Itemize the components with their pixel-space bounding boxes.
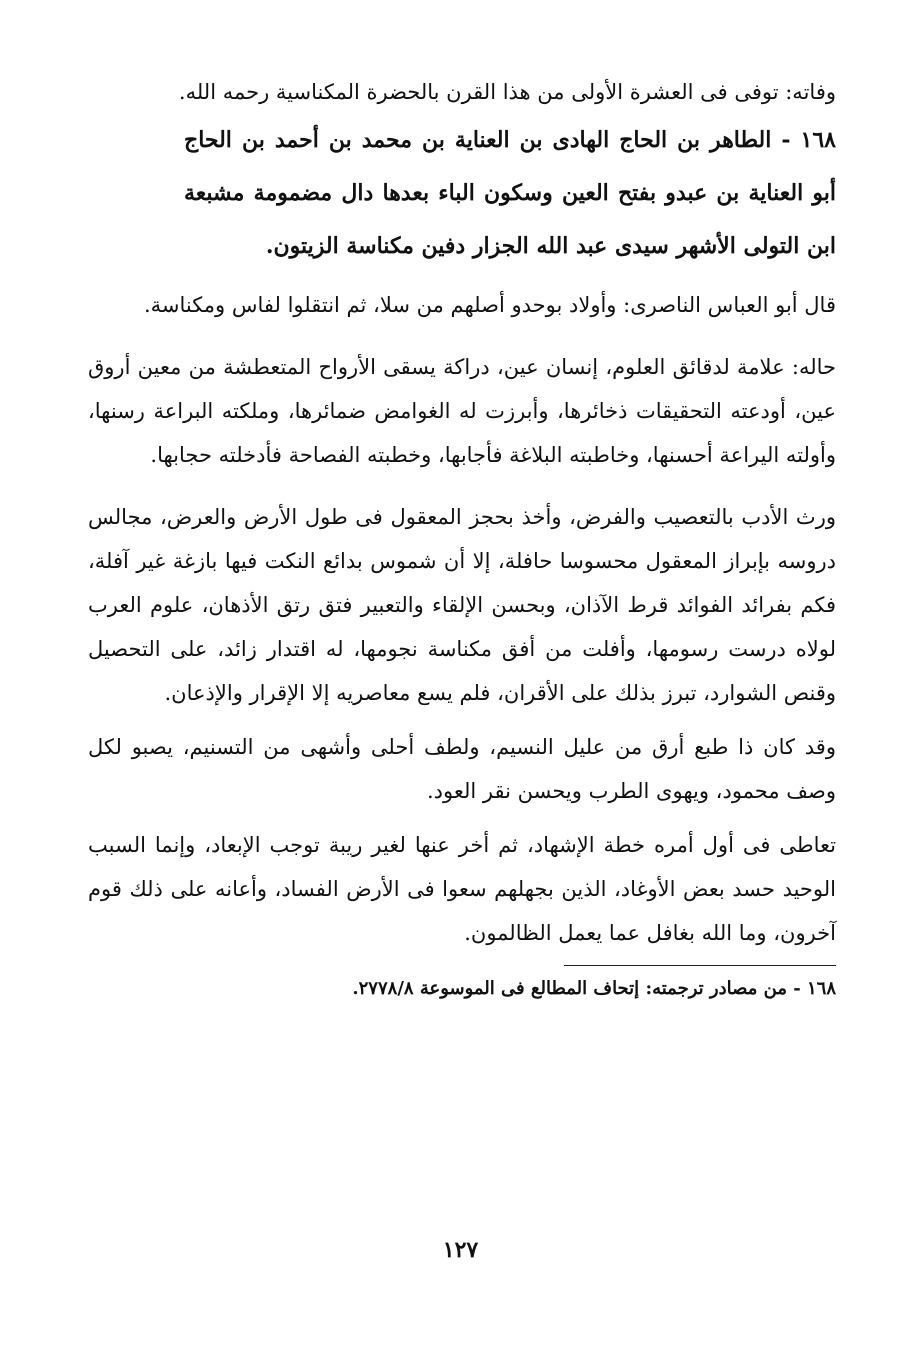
status-paragraph: حاله: علامة لدقائق العلوم، إنسان عين، دراكة يسقى الأرواح المتعطشة من معين أروق عين، أودعته التحقيقات ذخائرها، وأبرزت له الغوامض ضمائرها، وملكته البراعة رسنها، وأولته اليراعة أحسنها، وخاطبته البلاغة فأجابها، وخطبته الفصاحة فأدخلته حجابها. [88,355,836,467]
entry-heading: ١٦٨ - الطاهر بن الحاج الهادى بن العناية بن محمد بن أحمد بن الحاج أبو العناية بن عبدو بفتح العين وسكون الباء بعدها دال مضمومة مشبعة ابن التولى الأشهر سيدى عبد الله الجزار دفين مكناسة الزيتون. [184,127,836,259]
inheritance-paragraph: ورث الأدب بالتعصيب والفرض، وأخذ بحجز المعقول فى طول الأرض والعرض، مجالس دروسه بإبراز المعقول محسوسا حافلة، إلا أن شموس بدائع النكت فيها بازغة غير آفلة، فكم بفرائد الفوائد قرط الآذان، وبحسن الإلقاء والتعبير فتق رتق الأذهان، علوم العرب لولاه درست رسومها، وأفلت من أفق مكناسة نجومها، له اقتدار زائد، على التحصيل وقنص الشوارد، تبرز بذلك على الأقران، فلم يسع معاصريه إلا الإقرار والإذعان. [88,505,836,705]
page-number: ١٢٧ [442,1237,479,1263]
nasiri-quote-paragraph: قال أبو العباس الناصرى: وأولاد بوحدو أصلهم من سلا، ثم انتقلوا لفاس ومكناسة. [143,293,836,317]
nature-paragraph: وقد كان ذا طبع أرق من عليل النسيم، ولطف أحلى وأشهى من التسنيم، يصبو لكل وصف محمود، ويهوى الطرب ويحسن نقر العود. [88,735,836,803]
page-body [88,70,836,1004]
notary-paragraph: تعاطى فى أول أمره خطة الإشهاد، ثم أخر عنها لغير ريبة توجب الإبعاد، وإنما السبب الوحيد حسد بعض الأوغاد، الذين بجهلهم سعوا فى الأرض الفساد، وأعانه على ذلك قوم آخرون، وما الله بغافل عما يعمل الظالمون. [88,833,836,945]
footnote-divider [564,965,836,966]
footnote: ١٦٨ - من مصادر ترجمته: إتحاف المطالع فى الموسوعة ٢٧٧٨/٨. [352,978,836,999]
death-paragraph: وفاته: توفى فى العشرة الأولى من هذا القرن بالحضرة المكناسية رحمه الله. [178,80,836,104]
